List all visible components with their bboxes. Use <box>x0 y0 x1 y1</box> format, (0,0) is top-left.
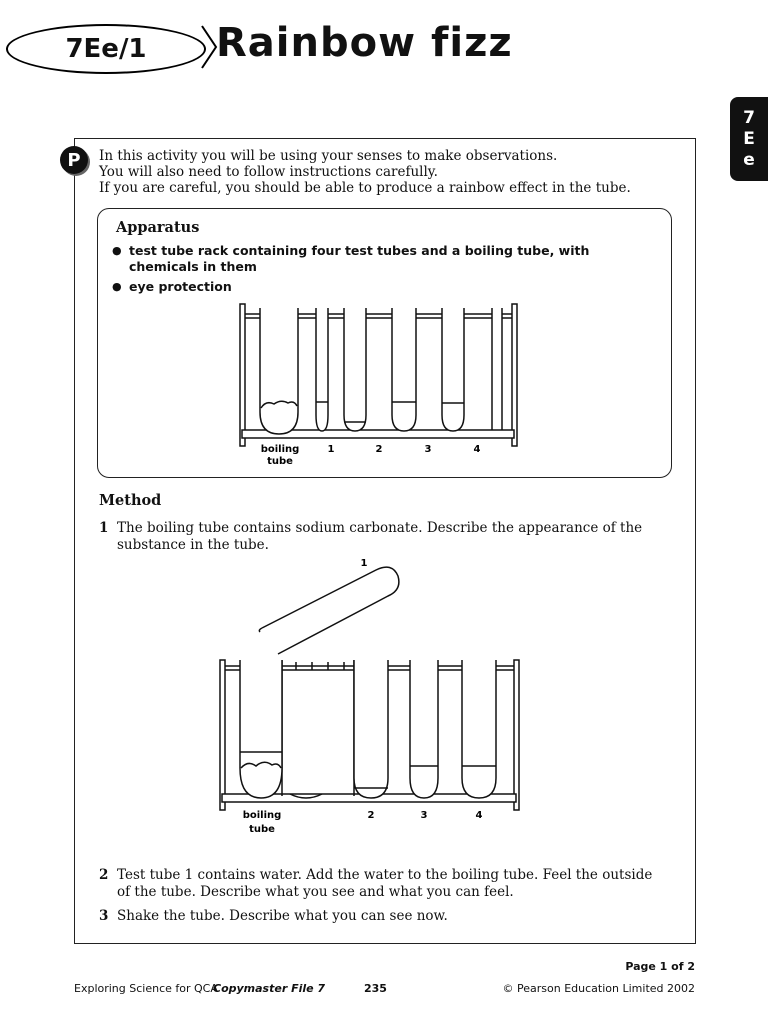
step-number: 1 <box>99 520 109 536</box>
page-title: Rainbow fizz <box>216 20 513 66</box>
step-number: 3 <box>99 908 109 924</box>
bullet-icon: ● <box>112 244 122 257</box>
intro-line: If you are careful, you should be able to produce a rainbow effect in the tube. <box>99 180 631 196</box>
rack-upright-left <box>240 304 245 446</box>
footer-page-ref: 235 <box>364 982 387 995</box>
test-tube-1 <box>316 308 328 431</box>
footer-file: Copymaster File 7 <box>213 982 326 995</box>
boiling-tube <box>260 308 298 434</box>
intro-line: You will also need to follow instructions carefully. <box>99 164 438 180</box>
test-tube-3 <box>392 308 416 431</box>
test-tube-2 <box>354 660 388 798</box>
label-tube-4: 4 <box>473 444 481 455</box>
rack-upright-right <box>514 660 519 810</box>
side-tab-char: 7 <box>743 107 755 128</box>
list-item <box>112 243 632 275</box>
method-step-3 <box>99 908 689 925</box>
boiling-tube <box>240 660 282 798</box>
label-tube-4: 4 <box>475 810 483 821</box>
unit-side-tab <box>730 97 768 181</box>
label-tube-2: 2 <box>367 810 375 821</box>
test-tube-4 <box>462 660 496 798</box>
label-tube-1: 1 <box>327 444 335 455</box>
label-tube-3: 3 <box>424 444 432 455</box>
list-item-text: test tube rack containing four test tubes and a boiling tube, with chemicals in them <box>129 243 590 274</box>
side-tab-char: e <box>743 149 755 170</box>
step-text-line: Test tube 1 contains water. Add the water to the boiling tube. Feel the outside <box>117 867 653 883</box>
rack-upright-left <box>220 660 225 810</box>
apparatus-list <box>112 243 632 299</box>
step-number: 2 <box>99 867 109 883</box>
label-tube: tube <box>249 824 275 835</box>
footer-book: Exploring Science for QCA <box>74 982 218 995</box>
practical-icon: P <box>60 146 88 174</box>
method-heading: Method <box>99 492 162 509</box>
worksheet-code: 7Ee/1 <box>6 24 206 74</box>
method-diagram <box>216 556 526 840</box>
step-text-line: of the tube. Describe what you see and what you can feel. <box>117 884 514 900</box>
label-tilted-tube-1: 1 <box>360 558 368 569</box>
apparatus-diagram <box>236 300 522 470</box>
intro-text <box>99 148 679 196</box>
page-number: Page 1 of 2 <box>625 960 695 973</box>
label-tube-3: 3 <box>420 810 428 821</box>
label-boiling: boiling <box>242 810 282 821</box>
test-tube-4 <box>442 308 464 431</box>
footer-copyright: © Pearson Education Limited 2002 <box>502 982 695 995</box>
test-tube-2 <box>344 308 366 431</box>
test-tube-3 <box>410 660 438 798</box>
step-text-line: Shake the tube. Describe what you can see now. <box>117 908 448 924</box>
tilted-test-tube-1 <box>262 567 399 654</box>
intro-line: In this activity you will be using your senses to make observations. <box>99 148 558 164</box>
label-boiling: boiling <box>260 444 300 455</box>
apparatus-heading: Apparatus <box>116 219 200 236</box>
method-step-1 <box>99 520 689 554</box>
side-tab-char: E <box>743 128 755 149</box>
label-tube-2: 2 <box>375 444 383 455</box>
list-item-text: eye protection <box>129 279 232 294</box>
bullet-icon: ● <box>112 280 122 293</box>
label-tube: tube <box>267 456 293 467</box>
step-text-line: substance in the tube. <box>117 537 269 553</box>
list-item <box>112 279 632 295</box>
rack-upright-right <box>512 304 517 446</box>
method-step-2 <box>99 867 689 901</box>
step-text-line: The boiling tube contains sodium carbonate. Describe the appearance of the <box>117 520 643 536</box>
